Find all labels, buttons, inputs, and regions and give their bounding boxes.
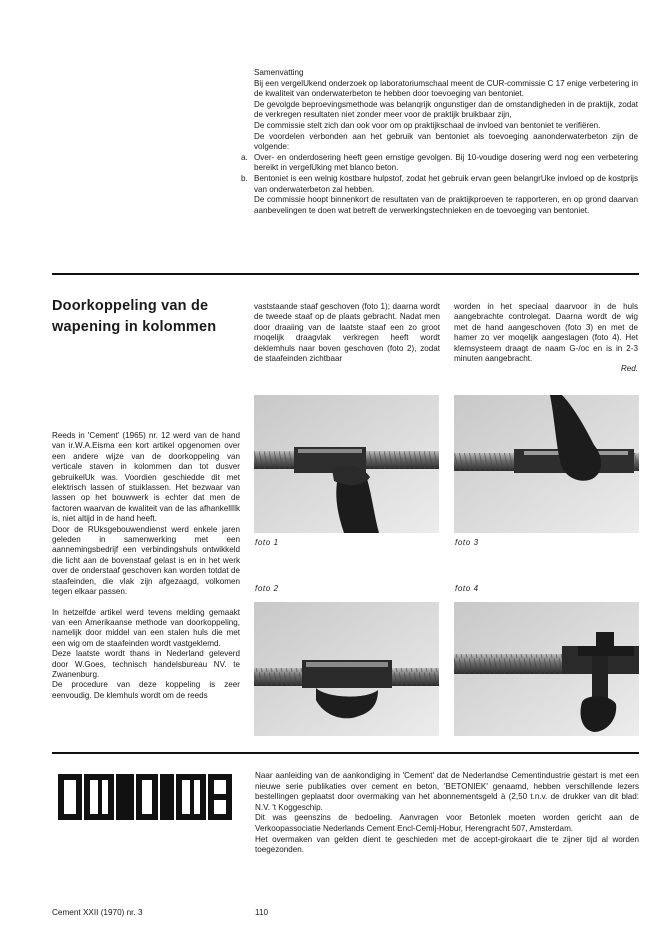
photo-4	[454, 602, 639, 736]
betoniek-notice	[255, 771, 639, 856]
photo-caption: foto 4	[455, 584, 479, 593]
summary-block	[241, 68, 638, 216]
article-body-left	[52, 431, 240, 701]
betoniek-logo	[56, 770, 234, 827]
summary-intro: Bij een vergelUkend onderzoek op laboratoriumschaal meent de CUR-commissie C 17 enige verbetering in de kwaliteit van onderwaterbeton te hebben door toevoeging van bentoniet.	[254, 78, 638, 99]
item-label: a.	[241, 152, 248, 162]
column-text: vaststaande staaf geschoven (foto 1); daarna wordt de tweede staaf op de plaats gebracht. Nadat men door draaiing van de laatste staaf een zo groot rnoqelijk draagvlak verkregen heeft wordt deklemhuls naar boven geschoven (foto 2), zodat de staafeinden zichtbaar	[254, 302, 440, 364]
item-text: Over- en onderdosering heeft geen ernstige gevolgen. Bij 10-voudige dosering werd nog een verbetering bereikt in vergelUking met blanco beton.	[254, 152, 638, 173]
page-number: 110	[255, 908, 269, 917]
body-paragraph: In hetzelfde artikel werd tevens melding gemaakt van een Amerikaanse methode van doorkoppeling, namelijk door middel van een stalen huls die met een wig om de staafeinden wordt vastgeklemd.	[52, 607, 240, 648]
summary-item-a	[241, 152, 638, 174]
article-headline: Doorkoppeling van de wapening in kolommen	[52, 298, 217, 335]
photo-1	[254, 395, 439, 533]
summary-paragraph: De voordelen verbonden aan het gebruik van bentoniet als toevoeging aanonderwaterbeton zijn de volgende:	[254, 131, 638, 152]
notice-paragraph: Het overmaken van gelden dient te geschieden met de accept-girokaart die te zijner tijd al worden toegezonden.	[255, 834, 639, 855]
item-text: Bentoniet is een welnig kostbare hulpstof, zodat het gebruik ervan geen belangrUke invloed op de kostprijs van onderwaterbeton zal hebben.	[254, 173, 638, 194]
body-paragraph: Deze laatste wordt thans in Nederland geleverd door W.Goes, technisch handelsbureau NV. te Zwanenburg.	[52, 649, 240, 679]
photo-2	[254, 602, 439, 736]
journal-reference: Cement XXII (1970) nr. 3	[52, 908, 143, 917]
body-paragraph: Reeds in 'Cement' (1965) nr. 12 werd van de hand van ir.W.A.Eisma een kort artikel opgenomen over een andere wijze van de doorkoppeling van verticale staven in kolommen dan tot dusver gebruikelUk was. Voordien geschiedde dit met elektrisch lassen of stuiklassen. Het bezwaar van lassen op het bouwwerk is echter dat men de factoren waarvan de kwaliteit van de las afhankellIlk is, niet altijd in de hand heeft.	[52, 431, 240, 524]
body-paragraph: Door de RUksgebouwendienst werd enkele jaren geleden in samenwerking met een aannemingsbedrijf een verbindingshuls ontwikkeld die licht aan de bovenstaaf gelast is en in het werk over de onderstaaf geschoven kan worden totdat de staafeinden, die vlak zijn afgezaagd, volkomen tegen elkaar passen.	[52, 524, 240, 597]
summary-title: Samenvatting	[254, 68, 304, 77]
photo-caption: foto 1	[255, 538, 279, 547]
summary-paragraph: De gevolgde beproevingsmethode was belanqrijk ongunstiger dan de omstandigheden in de praktijk, zodat de verkregen resultaten niet zonder meer voor de praktijk bruikbaar zijn,	[254, 99, 638, 120]
notice-paragraph: Naar aanleiding van de aankondiging in 'Cement' dat de Nederlandse Cementindustrie gestart is met een nieuwe serie publikaties over cement en beton, 'BETONIEK' genaamd, hebben verschillende lezers bestellingen geplaatst door overmaking van het abonnementsgeld à (2,50 t.n.v. de drukker van dit blad: N.V. 't Koggeschip.	[255, 771, 639, 812]
article-column-2	[254, 302, 440, 364]
photo-caption: foto 3	[455, 538, 479, 547]
photo-caption: foto 2	[255, 584, 279, 593]
article-column-3	[454, 302, 638, 375]
section-divider	[52, 752, 639, 754]
summary-paragraph: De commissie stelt zich dan ook voor om op praktijkschaal de invloed van bentoniet te verifiëren.	[254, 120, 601, 130]
body-paragraph: De procedure van deze koppeling is zeer eenvoudig. De klemhuls wordt om de reeds	[52, 680, 240, 700]
item-label: b.	[241, 173, 248, 183]
summary-paragraph: De commissie hoopt binnenkort de resultaten van de praktijkproeven te rapporteren, en op grond daarvan aanbevelingen te doen wat betreft de verwerkingstechnieken en de toevoeging van bentoniet.	[254, 195, 638, 215]
summary-item-b	[241, 173, 638, 195]
photo-3	[454, 395, 639, 533]
author-signature: Red.	[620, 364, 638, 374]
section-divider	[52, 273, 639, 275]
notice-paragraph: Dit was geenszins de bedoeling. Aanvragen voor Betonlek moeten worden gericht aan de Verkoopassociatie Nederlands Cement Encl-Cemlj-Hobur, Herengracht 507, Amsterdam.	[255, 813, 639, 833]
column-text: worden in het speciaal daarvoor in de huls aangebrachte controlegat. Daarna wordt de wig met de hand aangeschoven (foto 3) en met de hamer zo ver moqelijk aangeslagen (foto 4). Het klemsysteem draagt de naam G-/oc en is in 2-3 minuten aangebracht.	[454, 302, 638, 364]
